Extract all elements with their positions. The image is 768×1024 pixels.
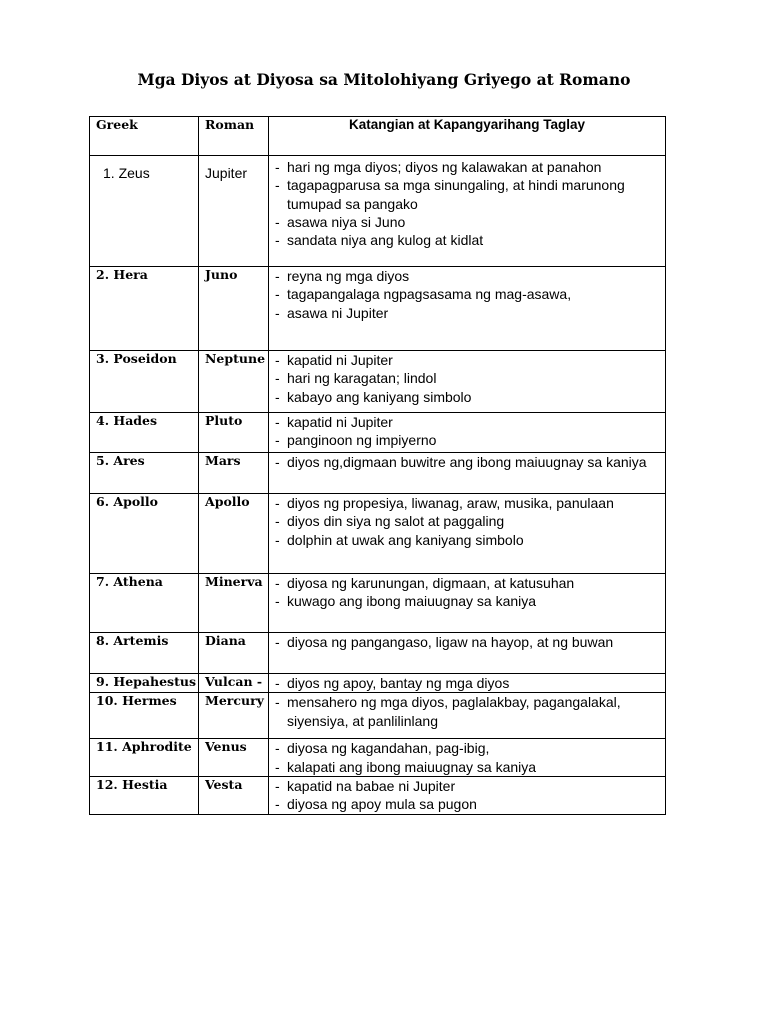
roman-name-cell: Minerva	[199, 574, 269, 633]
table-row	[90, 776, 666, 814]
roman-name-cell: Neptune	[199, 351, 269, 413]
trait-text: diyosa ng kagandahan, pag-ibig,	[287, 740, 490, 757]
roman-name-cell: Vulcan -	[199, 674, 269, 693]
traits-cell	[269, 453, 666, 494]
trait-item	[275, 369, 659, 387]
trait-item	[275, 494, 659, 512]
traits-cell	[269, 413, 666, 453]
trait-item	[275, 574, 659, 592]
trait-text: kapatid ni Jupiter	[287, 414, 393, 430]
bullet-dash: -	[275, 454, 280, 470]
greek-name-cell: 5. Ares	[90, 453, 199, 494]
bullet-dash: -	[275, 740, 280, 757]
bullet-dash: -	[275, 593, 280, 610]
bullet-dash: -	[275, 286, 280, 303]
trait-item	[275, 531, 659, 549]
bullet-dash: -	[275, 758, 280, 775]
bullet-dash: -	[275, 232, 280, 249]
trait-item	[275, 304, 659, 322]
trait-item	[275, 758, 659, 776]
trait-item	[275, 351, 659, 369]
traits-cell	[269, 494, 666, 574]
bullet-dash: -	[275, 513, 280, 530]
bullet-dash: -	[275, 414, 280, 430]
trait-item	[275, 453, 659, 471]
bullet-dash: -	[275, 213, 280, 230]
table-row	[90, 413, 666, 453]
roman-name-cell: Venus	[199, 739, 269, 777]
trait-text: diyosa ng apoy mula sa pugon	[287, 796, 477, 813]
table-row	[90, 351, 666, 413]
roman-name-cell: Mercury	[199, 693, 269, 739]
traits-cell	[269, 739, 666, 777]
trait-item	[275, 512, 659, 530]
trait-item	[275, 777, 659, 795]
trait-text: diyosa ng pangangaso, ligaw na hayop, at ng buwan	[287, 634, 614, 650]
trait-item	[275, 213, 659, 231]
greek-name-cell: 10. Hermes	[90, 693, 199, 739]
bullet-dash: -	[275, 575, 280, 591]
table-row	[90, 693, 666, 739]
trait-text: diyos din siya ng salot at paggaling	[287, 513, 505, 530]
gods-table	[89, 116, 666, 815]
greek-name-cell: 3. Poseidon	[90, 351, 199, 413]
table-row	[90, 574, 666, 633]
trait-text: diyos ng,digmaan buwitre ang ibong maiuugnay sa kaniya	[287, 454, 647, 470]
traits-cell	[269, 693, 666, 739]
greek-name-cell: 9. Hepahestus	[90, 674, 199, 693]
header-traits: Katangian at Kapangyarihang Taglay	[269, 117, 666, 156]
trait-text: tagapangalaga ngpagsasama ng mag-asawa,	[287, 286, 572, 303]
trait-text: sandata niya ang kulog at kidlat	[287, 232, 484, 249]
trait-text: panginoon ng impiyerno	[287, 432, 437, 449]
trait-item	[275, 176, 659, 213]
trait-item	[275, 267, 659, 285]
roman-name-cell: Vesta	[199, 776, 269, 814]
bullet-dash: -	[275, 777, 280, 794]
trait-text: asawa niya si Juno	[287, 213, 406, 230]
trait-item	[275, 674, 659, 692]
bullet-dash: -	[275, 495, 280, 511]
bullet-dash: -	[275, 675, 280, 691]
trait-text: kalapati ang ibong maiuugnay sa kaniya	[287, 758, 537, 775]
table-row	[90, 739, 666, 777]
trait-text: hari ng karagatan; lindol	[287, 370, 437, 387]
traits-cell	[269, 351, 666, 413]
trait-text: kapatid na babae ni Jupiter	[287, 777, 456, 794]
traits-cell	[269, 156, 666, 267]
trait-item	[275, 693, 659, 730]
bullet-dash: -	[275, 432, 280, 449]
header-roman: Roman	[199, 117, 269, 156]
roman-name-cell: Mars	[199, 453, 269, 494]
bullet-dash: -	[275, 352, 280, 368]
roman-name-cell: Jupiter	[199, 156, 269, 267]
trait-item	[275, 592, 659, 610]
greek-name-cell: 1. Zeus	[90, 156, 199, 267]
bullet-dash: -	[275, 388, 280, 405]
table-row	[90, 674, 666, 693]
trait-item	[275, 285, 659, 303]
roman-name-cell: Apollo	[199, 494, 269, 574]
trait-text: asawa ni Jupiter	[287, 304, 389, 321]
trait-text: reyna ng mga diyos	[287, 268, 410, 284]
trait-text: kuwago ang ibong maiuugnay sa kaniya	[287, 593, 537, 610]
bullet-dash: -	[275, 531, 280, 548]
greek-name-cell: 8. Artemis	[90, 633, 199, 674]
greek-name-cell: 2. Hera	[90, 267, 199, 351]
table-row	[90, 633, 666, 674]
traits-cell	[269, 776, 666, 814]
trait-item	[275, 158, 659, 176]
trait-item	[275, 431, 659, 449]
page-title: Mga Diyos at Diyosa sa Mitolohiyang Griyego at Romano	[137, 70, 631, 89]
bullet-dash: -	[275, 694, 280, 711]
table-header-row	[90, 117, 666, 156]
traits-cell	[269, 267, 666, 351]
greek-name-cell: 6. Apollo	[90, 494, 199, 574]
header-greek: Greek	[90, 117, 199, 156]
greek-name-cell: 12. Hestia	[90, 776, 199, 814]
roman-name-cell: Pluto	[199, 413, 269, 453]
bullet-dash: -	[275, 159, 280, 175]
bullet-dash: -	[275, 796, 280, 813]
greek-name-cell: 11. Aphrodite	[90, 739, 199, 777]
roman-name-cell: Juno	[199, 267, 269, 351]
greek-name-cell: 4. Hades	[90, 413, 199, 453]
roman-name-cell: Diana	[199, 633, 269, 674]
trait-text: tagapagparusa sa mga sinungaling, at hindi marunong tumupad sa pangako	[287, 177, 625, 212]
table-row	[90, 267, 666, 351]
traits-cell	[269, 674, 666, 693]
trait-item	[275, 231, 659, 249]
trait-text: mensahero ng mga diyos, paglalakbay, pagangalakal, siyensiya, at panlilinlang	[287, 694, 621, 729]
trait-text: diyosa ng karunungan, digmaan, at katusuhan	[287, 575, 575, 591]
trait-text: kabayo ang kaniyang simbolo	[287, 388, 472, 405]
trait-item	[275, 739, 659, 757]
bullet-dash: -	[275, 370, 280, 387]
table-row	[90, 494, 666, 574]
bullet-dash: -	[275, 304, 280, 321]
trait-text: diyos ng apoy, bantay ng mga diyos	[287, 675, 510, 691]
trait-text: kapatid ni Jupiter	[287, 352, 393, 368]
traits-cell	[269, 633, 666, 674]
trait-item	[275, 413, 659, 431]
bullet-dash: -	[275, 634, 280, 650]
table-row	[90, 453, 666, 494]
greek-name-cell: 7. Athena	[90, 574, 199, 633]
trait-item	[275, 388, 659, 406]
trait-item	[275, 633, 659, 651]
traits-cell	[269, 574, 666, 633]
table-row	[90, 156, 666, 267]
bullet-dash: -	[275, 177, 280, 194]
trait-text: diyos ng propesiya, liwanag, araw, musika, panulaan	[287, 495, 614, 511]
trait-item	[275, 795, 659, 813]
trait-text: hari ng mga diyos; diyos ng kalawakan at panahon	[287, 159, 602, 175]
bullet-dash: -	[275, 268, 280, 284]
trait-text: dolphin at uwak ang kaniyang simbolo	[287, 531, 524, 548]
